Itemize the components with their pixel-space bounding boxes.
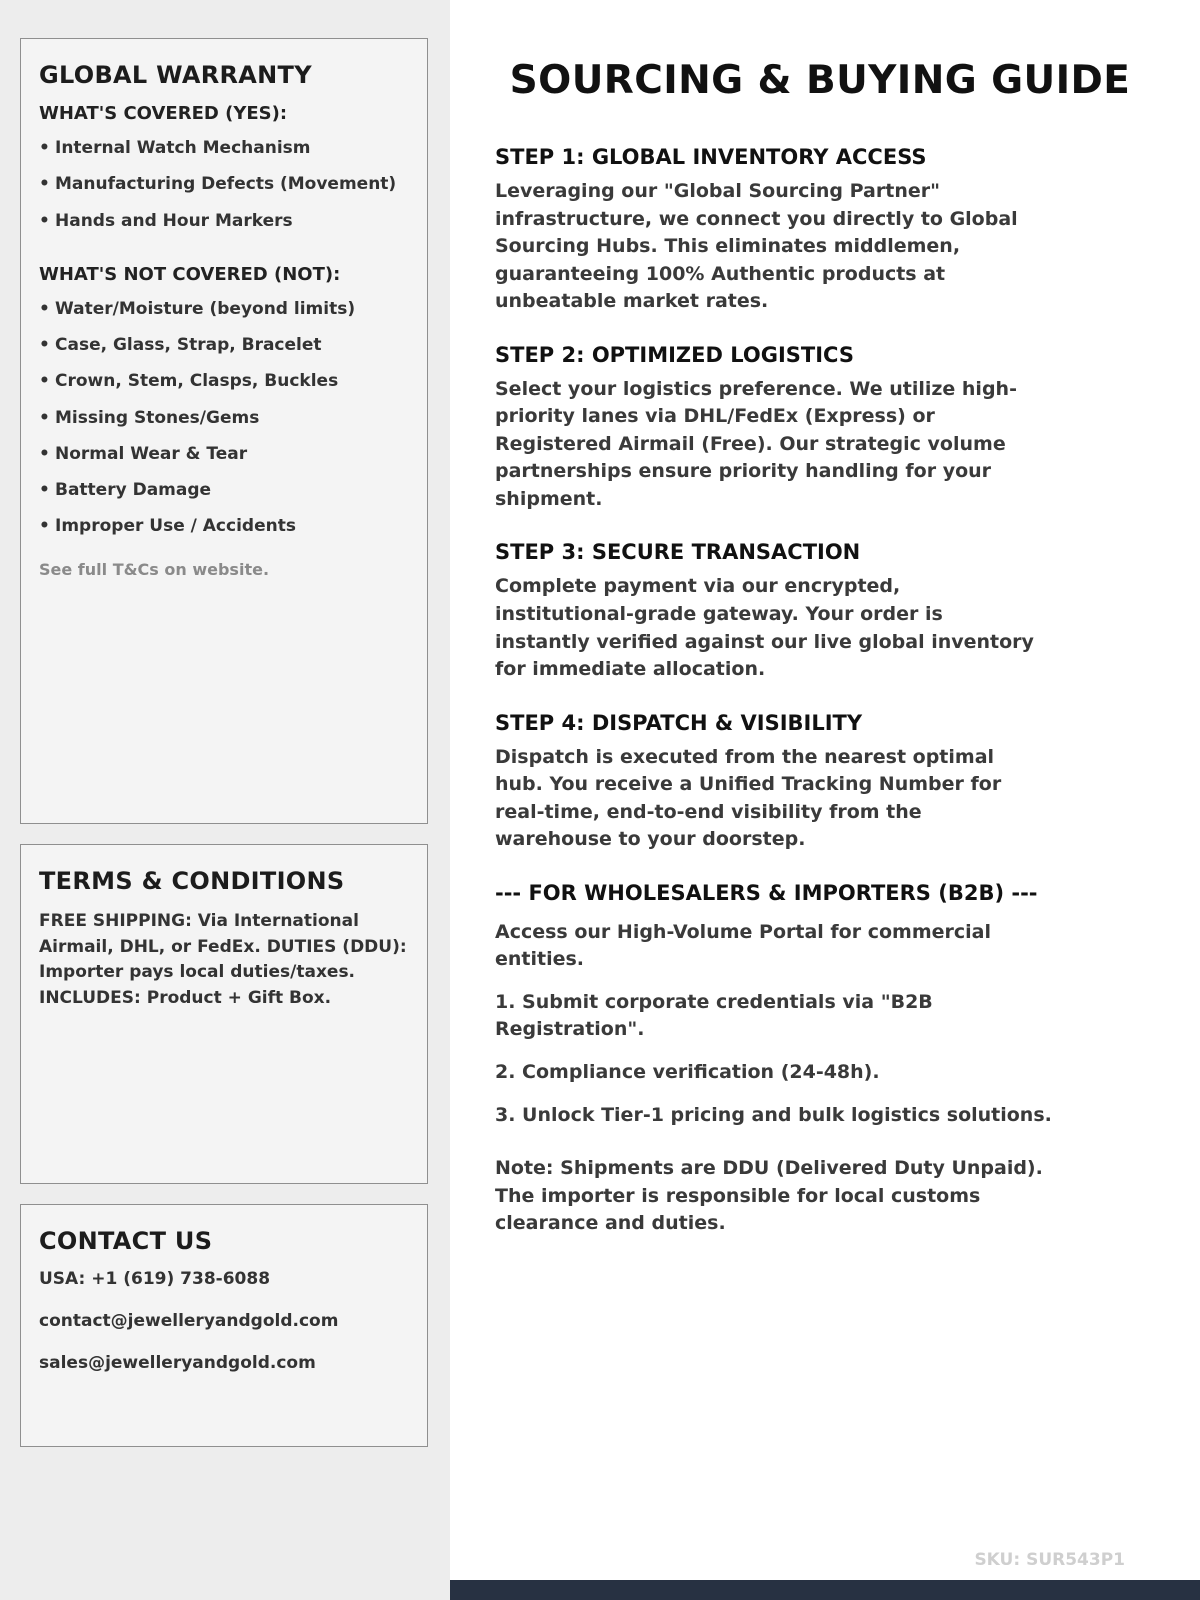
list-item: • Hands and Hour Markers	[39, 211, 409, 232]
step-1-body: Leveraging our "Global Sourcing Partner" infrastructure, we connect you directly to Global Sourcing Hubs. This eliminates middlemen, guaranteeing 100% Authentic products at unbeatable market rates.	[495, 180, 1018, 313]
list-item: • Crown, Stem, Clasps, Buckles	[39, 371, 409, 392]
b2b-intro: Access our High-Volume Portal for commercial entities.	[495, 920, 991, 971]
step-4-heading: STEP 4: DISPATCH & VISIBILITY	[495, 710, 863, 735]
contact-box	[20, 1204, 428, 1447]
warranty-title: GLOBAL WARRANTY	[39, 61, 312, 89]
step-2-body: Select your logistics preference. We utilize high-priority lanes via DHL/FedEx (Express) or Registered Airmail (Free). Our strategic volume partnerships ensure priority handling for your shipment.	[495, 377, 1017, 510]
list-item: • Normal Wear & Tear	[39, 444, 409, 465]
contact-phone: USA: +1 (619) 738-6088	[39, 1269, 271, 1289]
covered-list	[39, 138, 409, 232]
warranty-footnote: See full T&Cs on website.	[39, 559, 270, 579]
b2b-section	[495, 881, 1075, 1238]
b2b-step-3: 3. Unlock Tier-1 pricing and bulk logistics solutions.	[495, 1103, 1052, 1126]
contact-title: CONTACT US	[39, 1227, 213, 1255]
b2b-step-1: 1. Submit corporate credentials via "B2B Registration".	[495, 990, 933, 1041]
step-2-section	[495, 343, 1055, 514]
list-item: • Improper Use / Accidents	[39, 516, 409, 537]
sidebar	[0, 0, 450, 1600]
not-covered-list	[39, 299, 409, 538]
step-2-heading: STEP 2: OPTIMIZED LOGISTICS	[495, 342, 854, 367]
list-item: • Manufacturing Defects (Movement)	[39, 174, 409, 195]
list-item: • Battery Damage	[39, 480, 409, 501]
list-item: • Case, Glass, Strap, Bracelet	[39, 335, 409, 356]
terms-title: TERMS & CONDITIONS	[39, 867, 345, 895]
list-item: • Water/Moisture (beyond limits)	[39, 299, 409, 320]
step-1-section	[495, 145, 1055, 316]
step-3-section	[495, 540, 1055, 683]
bottom-bar	[450, 1580, 1200, 1600]
list-item: • Missing Stones/Gems	[39, 408, 409, 429]
contact-email-sales: sales@jewelleryandgold.com	[39, 1353, 316, 1373]
b2b-heading: --- FOR WHOLESALERS & IMPORTERS (B2B) ---	[495, 880, 1038, 905]
not-covered-title: WHAT'S NOT COVERED (NOT):	[39, 263, 341, 285]
terms-body: FREE SHIPPING: Via International Airmail, DHL, or FedEx. DUTIES (DDU): Importer pays local duties/taxes. INCLUDES: Product + Gift Box.	[39, 911, 407, 1008]
warranty-box	[20, 38, 428, 824]
step-3-heading: STEP 3: SECURE TRANSACTION	[495, 540, 861, 565]
step-3-body: Complete payment via our encrypted, institutional-grade gateway. Your order is instantly verified against our live global inventory for immediate allocation.	[495, 575, 1034, 681]
step-1-heading: STEP 1: GLOBAL INVENTORY ACCESS	[495, 145, 927, 169]
sku-label: SKU: SUR543P1	[974, 1550, 1125, 1570]
page-title: SOURCING & BUYING GUIDE	[509, 58, 1131, 103]
b2b-ddu-note: Note: Shipments are DDU (Delivered Duty Unpaid). The importer is responsible for local customs clearance and duties.	[495, 1157, 1043, 1235]
step-4-body: Dispatch is executed from the nearest optimal hub. You receive a Unified Tracking Number for real-time, end-to-end visibility from the warehouse to your doorstep.	[495, 745, 1002, 851]
terms-box	[20, 844, 428, 1184]
main-content	[450, 0, 1200, 1600]
covered-title: WHAT'S COVERED (YES):	[39, 103, 288, 124]
list-item: • Internal Watch Mechanism	[39, 138, 409, 159]
step-4-section	[495, 711, 1055, 854]
contact-email-primary: contact@jewelleryandgold.com	[39, 1311, 339, 1331]
b2b-step-2: 2. Compliance verification (24-48h).	[495, 1061, 880, 1084]
